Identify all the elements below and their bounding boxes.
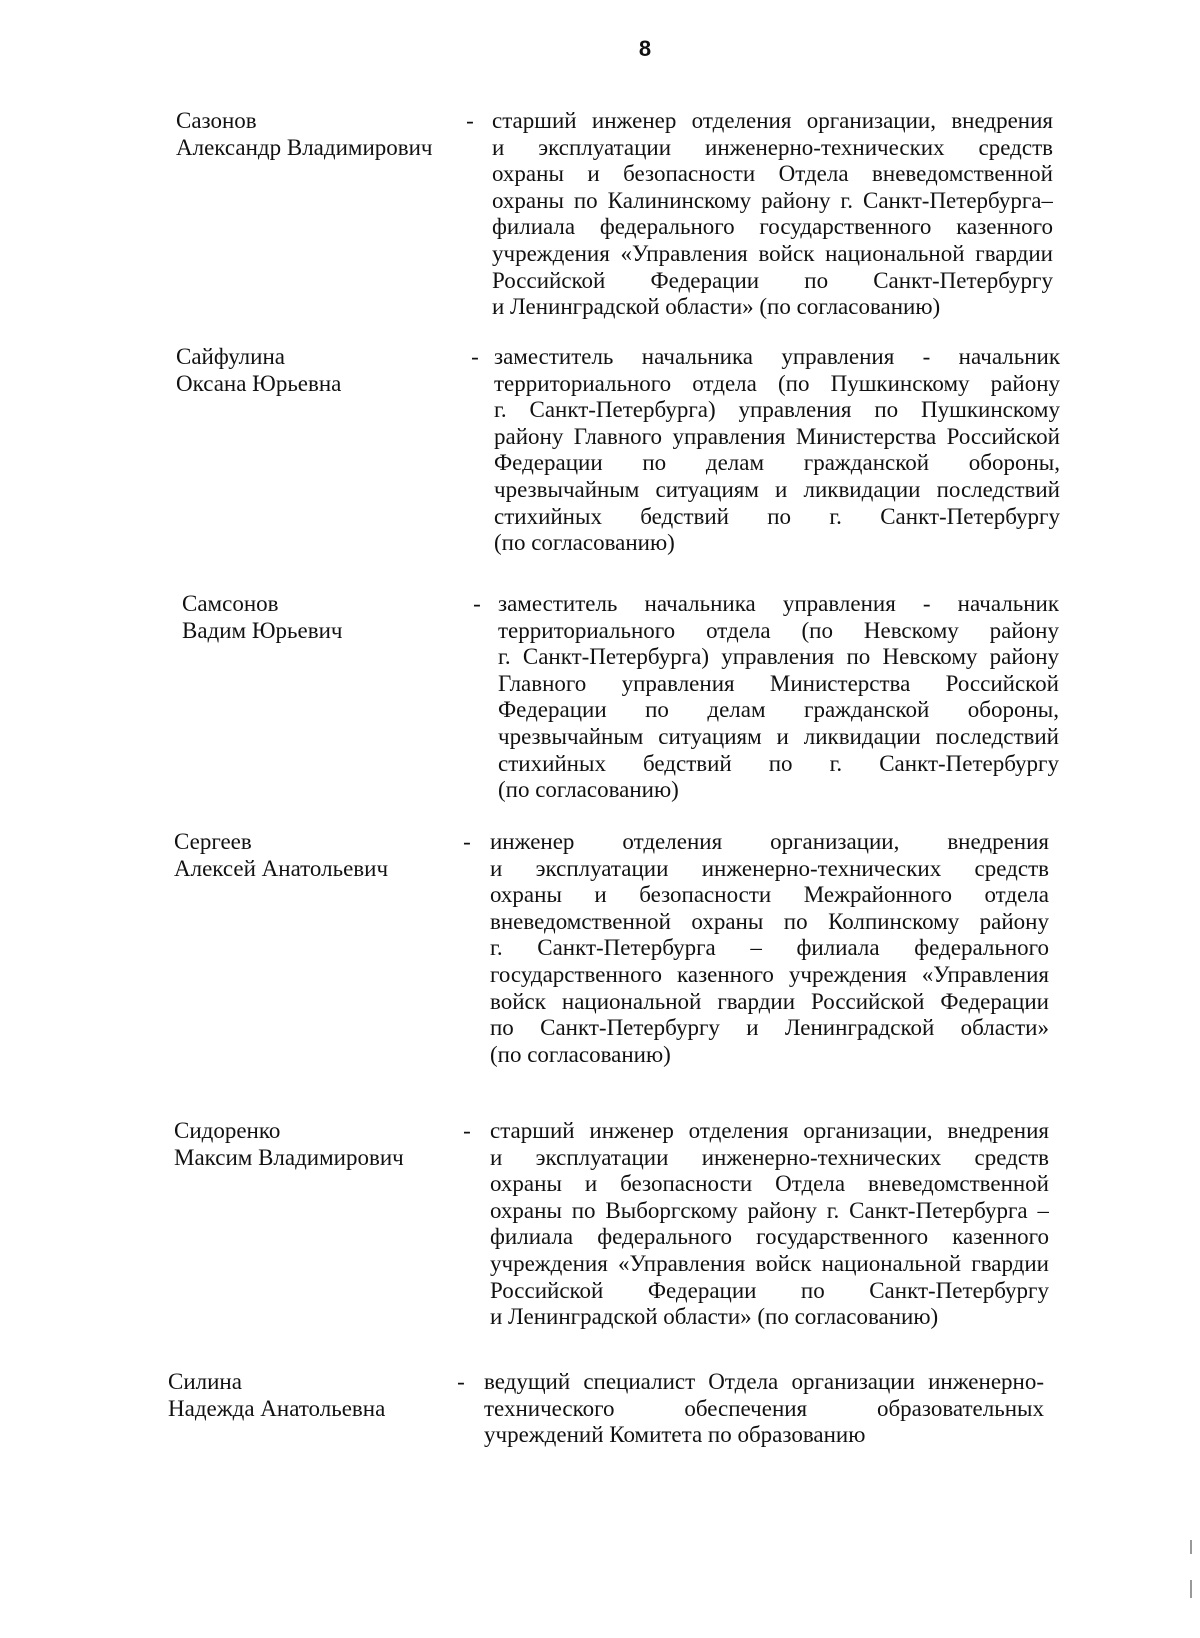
position-line: учреждения «Управления войск национальной гвардии [490, 1250, 1049, 1276]
page-number: 8 [638, 36, 652, 61]
person-name [176, 344, 476, 397]
person-given-names: Оксана Юрьевна [176, 370, 342, 396]
person-position [492, 108, 1053, 321]
position-line: технического обеспечения образовательных [484, 1395, 1044, 1421]
position-line: заместитель начальника управления - начальник [498, 591, 1059, 616]
position-line: стихийных бедствий по г. Санкт-Петербургу [498, 750, 1059, 776]
position-line: войск национальной гвардии Российской Федерации [490, 988, 1049, 1014]
position-line: вневедомственной охраны по Колпинскому району [490, 908, 1049, 934]
position-line: заместитель начальника управления - начальник [494, 344, 1060, 369]
scan-artifact [1190, 1540, 1192, 1554]
position-line: чрезвычайным ситуациям и ликвидации последствий [498, 723, 1059, 749]
position-line: Федерации по делам гражданской обороны, [494, 450, 1060, 476]
person-entry-silina [168, 1369, 1068, 1451]
position-line: чрезвычайным ситуациям и ликвидации последствий [494, 476, 1060, 502]
person-name [168, 1369, 468, 1422]
person-entry-sazonov [176, 108, 1076, 323]
position-line: территориального отдела (по Невскому району [498, 617, 1059, 643]
position-line: охраны по Выборгскому району г. Санкт-Петербурга – [490, 1197, 1049, 1223]
person-entry-samsonov [182, 591, 1082, 806]
person-surname: Силина [168, 1369, 242, 1394]
dash-separator: - [471, 344, 479, 369]
dash-separator: - [473, 591, 481, 616]
person-entry-saifulina [176, 344, 1076, 559]
person-position [498, 591, 1059, 804]
person-position [484, 1369, 1044, 1449]
position-line: Российской Федерации по Санкт-Петербургу [492, 267, 1053, 293]
person-given-names: Александр Владимирович [176, 134, 433, 160]
person-name [174, 1118, 474, 1171]
position-line: и эксплуатации инженерно-технических средств [490, 855, 1049, 881]
person-surname: Самсонов [182, 591, 279, 616]
position-line: и Ленинградской области» (по согласованию) [492, 294, 941, 320]
position-line: Федерации по делам гражданской обороны, [498, 697, 1059, 723]
person-position [490, 1118, 1049, 1331]
position-line: учреждений Комитета по образованию [484, 1422, 866, 1448]
person-surname: Сергеев [174, 829, 252, 854]
position-line: г. Санкт-Петербурга) управления по Невскому району [498, 644, 1059, 670]
person-given-names: Алексей Анатольевич [174, 855, 389, 881]
position-line: охраны и безопасности Отдела вневедомственной [492, 161, 1053, 187]
position-line: стихийных бедствий по г. Санкт-Петербургу [494, 503, 1060, 529]
position-line: старший инженер отделения организации, внедрения [492, 108, 1053, 133]
position-line: г. Санкт-Петербурга – филиала федерального [490, 935, 1049, 961]
position-line: филиала федерального государственного казенного [492, 214, 1053, 240]
position-line: охраны и безопасности Межрайонного отдела [490, 882, 1049, 908]
position-line: Российской Федерации по Санкт-Петербургу [490, 1277, 1049, 1303]
person-position [490, 829, 1049, 1068]
position-line: и эксплуатации инженерно-технических средств [492, 134, 1053, 160]
person-given-names: Надежда Анатольевна [168, 1395, 386, 1421]
position-line: государственного казенного учреждения «Управления [490, 961, 1049, 987]
position-line: учреждения «Управления войск национальной гвардии [492, 240, 1053, 266]
position-line: старший инженер отделения организации, внедрения [490, 1118, 1049, 1143]
dash-separator: - [466, 108, 474, 133]
person-name [182, 591, 482, 644]
position-line: (по согласованию) [498, 777, 679, 803]
dash-separator: - [457, 1369, 465, 1394]
position-line: ведущий специалист Отдела организации инженерно- [484, 1369, 1044, 1394]
dash-separator: - [463, 1118, 471, 1143]
position-line: филиала федерального государственного казенного [490, 1224, 1049, 1250]
person-name [174, 829, 474, 882]
position-line: охраны и безопасности Отдела вневедомственной [490, 1171, 1049, 1197]
position-line: г. Санкт-Петербурга) управления по Пушкинскому [494, 397, 1060, 423]
person-position [494, 344, 1060, 557]
person-given-names: Максим Владимирович [174, 1144, 404, 1170]
position-line: и Ленинградской области» (по согласованию) [490, 1304, 939, 1330]
position-line: и эксплуатации инженерно-технических средств [490, 1144, 1049, 1170]
person-surname: Сазонов [176, 108, 257, 133]
position-line: территориального отдела (по Пушкинскому району [494, 370, 1060, 396]
position-line: району Главного управления Министерства Российской [494, 423, 1060, 449]
person-name [176, 108, 476, 161]
person-entry-sidorenko [174, 1118, 1074, 1333]
position-line: (по согласованию) [490, 1041, 671, 1067]
position-line: охраны по Калининскому району г. Санкт-Петербурга– [492, 187, 1053, 213]
scan-artifact [1190, 1580, 1192, 1598]
position-line: по Санкт-Петербургу и Ленинградской области» [490, 1015, 1049, 1041]
person-given-names: Вадим Юрьевич [182, 617, 343, 643]
person-surname: Сайфулина [176, 344, 285, 369]
dash-separator: - [463, 829, 471, 854]
person-surname: Сидоренко [174, 1118, 281, 1143]
position-line: инженер отделения организации, внедрения [490, 829, 1049, 854]
position-line: Главного управления Министерства Российской [498, 670, 1059, 696]
person-entry-sergeev [174, 829, 1074, 1071]
position-line: (по согласованию) [494, 530, 675, 556]
